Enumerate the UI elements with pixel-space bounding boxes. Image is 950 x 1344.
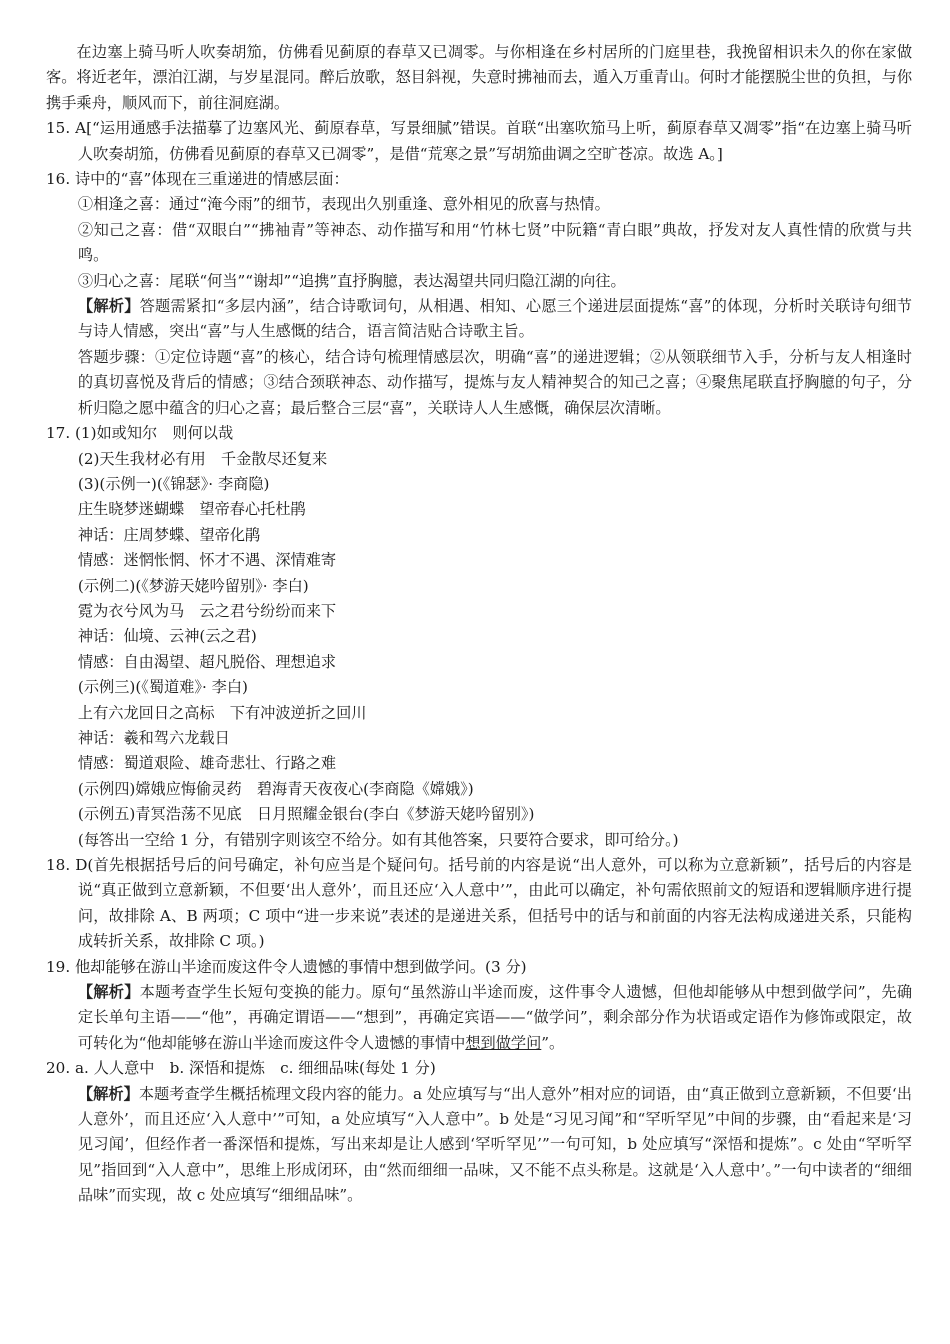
answer-17 [46,421,912,853]
analysis-text: 本题考查学生长短句变换的能力。原句“虽然游山半途而废，这件事令人遗憾，但他却能够从中想到做学问”，先确定长单句主语——“他”，再确定谓语——“想到”，再确定宾语——“做学问”，剩余部分作为状语或定语作为修饰或限定，故可转化为“他却能够在游山半途而废这件令人遗憾的事情中 [77,983,913,1052]
analysis-tag: 【解析】 [77,297,140,316]
answer-16 [46,167,912,421]
answer-17-line: (2)天生我材必有用 千金散尽还复来 [77,449,328,468]
answer-17-line: 情感：蜀道艰险、雄奇悲壮、行路之难 [77,754,337,773]
answer-16-item-1: ①相逢之喜：通过“淹今雨”的细节，表现出久别重逢、意外相见的欣喜与热情。 [77,195,610,214]
answer-16-steps: 答题步骤：①定位诗题“喜”的核心，结合诗句梳理情感层次，明确“喜”的递进逻辑；②从领联细节入手，分析与友人相逢时的真切喜悦及背后的情感；③结合颈联神态、动作描写，提炼与友人精神契合的知己之喜；④聚焦尾联直抒胸臆的句子，分析归隐之愿中蕴含的归心之喜；最后整合三层“喜”，关联诗人人生感慨，确保层次清晰。 [77,347,912,417]
underlined-answer: 想到做学问 [465,1033,542,1052]
answer-19-head: 19. 他却能够在游山半途而废这件令人遗憾的事情中想到做学问。(3 分) [46,957,527,976]
answer-17-scoring-note: (每答出一空给 1 分，有错别字则该空不给分。如有其他答案，只要符合要求，即可给分。) [77,830,679,849]
answer-16-analysis [78,294,912,345]
answer-18: 18. D(首先根据括号后的问号确定，补句应当是个疑问句。括号前的内容是说“出人意外，可以称为立意新颖”，括号后的内容是说“真正做到立意新颖，不但要‘出人意外’，而且还应‘入人意中’”，由此可以确定，补句需依照前文的短语和逻辑顺序进行提问，故排除 A、B 两项；C 项中“进一步来说”表述的是递进关系，但括号中的话与和前面的内容无法构成递进关系，只能构成转折关系，故排除 C 项。) [46,856,912,951]
answer-17-line: 神话：仙境、云神(云之君) [77,627,257,646]
answer-17-line: 情感：迷惘怅惘、怀才不遇、深情难寄 [77,551,337,570]
answer-17-line: 神话：庄周梦蝶、望帝化鹃 [77,525,261,544]
analysis-text-end: ”。 [541,1033,565,1052]
answer-16-item-3: ③归心之喜：尾联“何当”“谢却”“追携”直抒胸臆，表达渴望共同归隐江湖的向往。 [77,271,626,290]
answer-20-head: 20. a. 人人意中 b. 深悟和提炼 c. 细细品味(每处 1 分) [46,1059,436,1078]
analysis-text: 答题需紧扣“多层内涵”，结合诗歌词句，从相遇、相知、心愿三个递进层面提炼“喜”的体现，分析时关联诗句细节与诗人情感，突出“喜”与人生感慨的结合，语言简洁贴合诗歌主旨。 [77,297,912,341]
answer-17-line: 庄生晓梦迷蝴蝶 望帝春心托杜鹃 [77,500,306,519]
answer-16-item-2: ②知己之喜：借“双眼白”“拂袖青”等神态、动作描写和用“竹林七贤”中阮籍“青白眼”典故，抒发对友人真性情的欣赏与共鸣。 [77,220,912,265]
analysis-text: 本题考查学生概括梳理文段内容的能力。a 处应填写与“出人意外”相对应的词语，由“真正做到立意新颖，不但要‘出人意外’，而且还应‘入人意中’”可知，a 处应填写“入人意中”。b 处是“习见习闻”和“罕听罕见”中间的步骤，由“看起来是‘习见习闻’，但经作者一番深悟和提炼，写出来却是让人感到‘罕听罕见’”一句可知，b 处应填写“深悟和提炼”。c 处由“罕听罕见”指回到“入人意中”，思维上形成闭环，由“然而细细一品味，又不能不点头称是。这就是‘入人意中’。”一句中读者的“细细品味”而实现，故 c 处应填写“细细品味”。 [77,1084,912,1205]
answer-20 [46,1056,912,1208]
answer-19 [46,955,912,1057]
answer-20-analysis [78,1082,912,1209]
answer-17-line: 情感：自由渴望、超凡脱俗、理想追求 [77,652,337,671]
translation-paragraph: 在边塞上骑马听人吹奏胡笳，仿佛看见蓟原的春草又已凋零。与你相逢在乡村居所的门庭里巷，我挽留相识未久的你在家做客。将近老年，漂泊江湖，与岁星混同。醉后放歌，怒目斜视，失意时拂袖而去，遁入万重青山。何时才能摆脱尘世的负担，与你携手乘舟，顺风而下，前往洞庭湖。 [46,43,912,112]
answer-19-analysis [78,980,912,1056]
analysis-tag: 【解析】 [77,1084,139,1103]
answer-17-head: 17. (1)如或知尔 则何以哉 [46,424,234,443]
answer-17-line: (示例五)青冥浩荡不见底 日月照耀金银台(李白《梦游天姥吟留别》) [77,805,535,824]
answer-16-head: 16. 诗中的“喜”体现在三重递进的情感层面： [46,170,349,189]
answer-17-line: (3)(示例一)(《锦瑟》· 李商隐) [77,474,270,493]
answer-17-line: (示例三)(《蜀道难》· 李白) [77,678,248,697]
analysis-tag: 【解析】 [77,983,140,1002]
answer-17-line: 神话：羲和驾六龙载日 [77,728,230,747]
answer-17-line: 上有六龙回日之高标 下有冲波逆折之回川 [77,703,367,722]
answer-17-line: (示例二)(《梦游天姥吟留别》· 李白) [77,576,309,595]
answer-15: 15. A[“运用通感手法描摹了边塞风光、蓟原春草，写景细腻”错误。首联“出塞吹笳马上听，蓟原春草又凋零”指“在边塞上骑马听人吹奏胡笳，仿佛看见蓟原的春草又已凋零”，是借“荒寒之景”写胡笳曲调之空旷苍凉。故选 A。] [46,119,912,163]
answer-17-line: (示例四)嫦娥应悔偷灵药 碧海青天夜夜心(李商隐《嫦娥》) [77,779,474,798]
answer-17-line: 霓为衣兮风为马 云之君兮纷纷而来下 [77,601,337,620]
